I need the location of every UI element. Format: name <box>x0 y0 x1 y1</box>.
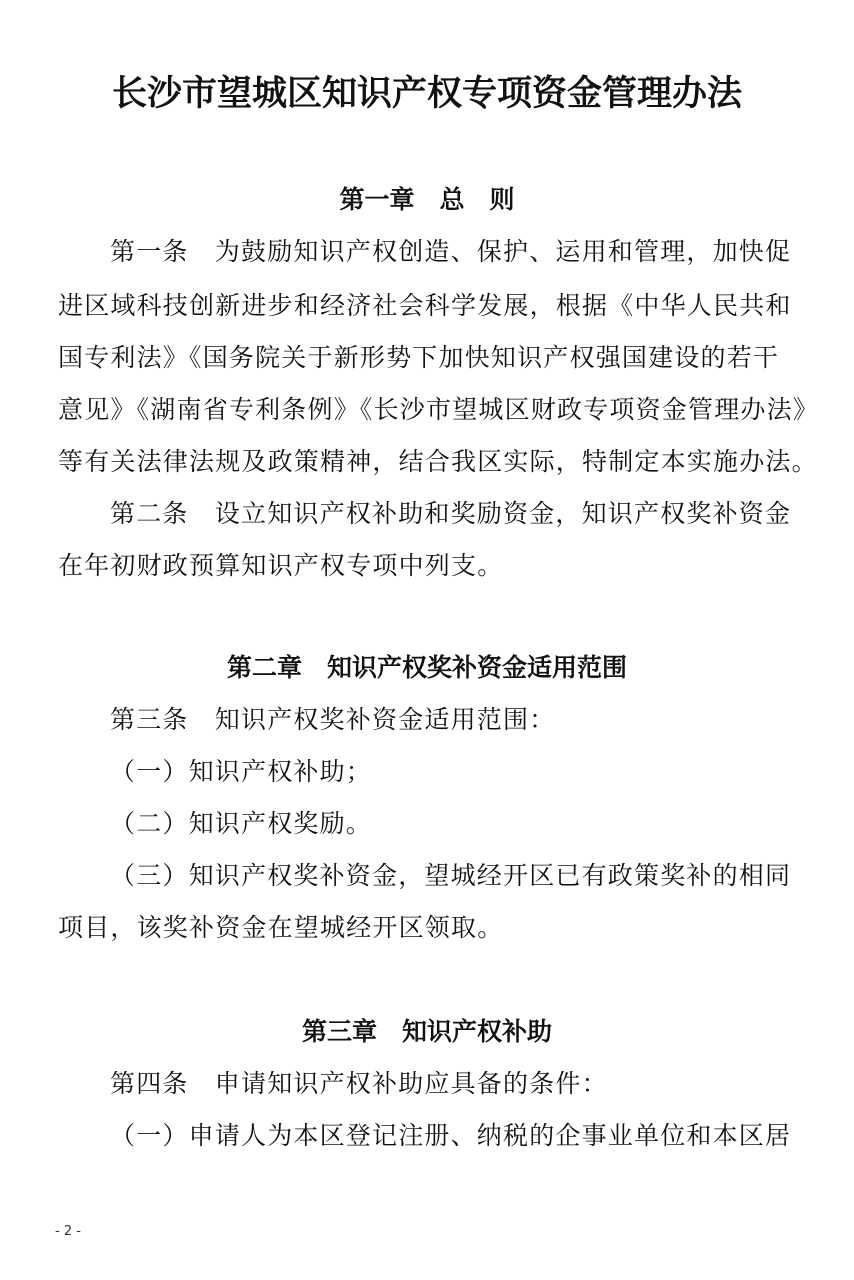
text-line: 第四条 申请知识产权补助应具备的条件： <box>110 1069 608 1098</box>
text-line: （二）知识产权奖励。 <box>110 809 373 838</box>
text-line: 意见》《湖南省专利条例》《长沙市望城区财政专项资金管理办法》 <box>58 395 820 424</box>
text-line: （一）知识产权补助； <box>110 757 373 786</box>
text-line: （三）知识产权奖补资金，望城经开区已有政策奖补的相同 <box>110 861 792 890</box>
text-line: 项目，该奖补资金在望城经开区领取。 <box>58 913 504 942</box>
text-line: 第一条 为鼓励知识产权创造、保护、运用和管理，加快促 <box>110 237 792 266</box>
document-title: 长沙市望城区知识产权专项资金管理办法 <box>111 74 742 114</box>
page-number: - 2 - <box>55 1224 81 1239</box>
text-line: 第三条 知识产权奖补资金适用范围： <box>110 705 556 734</box>
chapter-heading-3: 第三章 知识产权补助 <box>301 1017 552 1046</box>
chapter-heading-1: 第一章 总 则 <box>339 185 515 214</box>
text-line: （一）申请人为本区登记注册、纳税的企事业单位和本区居 <box>110 1121 792 1150</box>
text-line: 国专利法》《国务院关于新形势下加快知识产权强国建设的若干 <box>58 343 780 372</box>
text-line: 进区域科技创新进步和经济社会科学发展，根据《中华人民共和 <box>58 291 792 320</box>
text-line: 等有关法律法规及政策精神，结合我区实际，特制定本实施办法。 <box>58 447 818 476</box>
chapter-heading-2: 第二章 知识产权奖补资金适用范围 <box>226 653 627 682</box>
text-line: 在年初财政预算知识产权专项中列支。 <box>58 551 504 580</box>
text-line: 第二条 设立知识产权补助和奖励资金，知识产权奖补资金 <box>110 499 792 528</box>
